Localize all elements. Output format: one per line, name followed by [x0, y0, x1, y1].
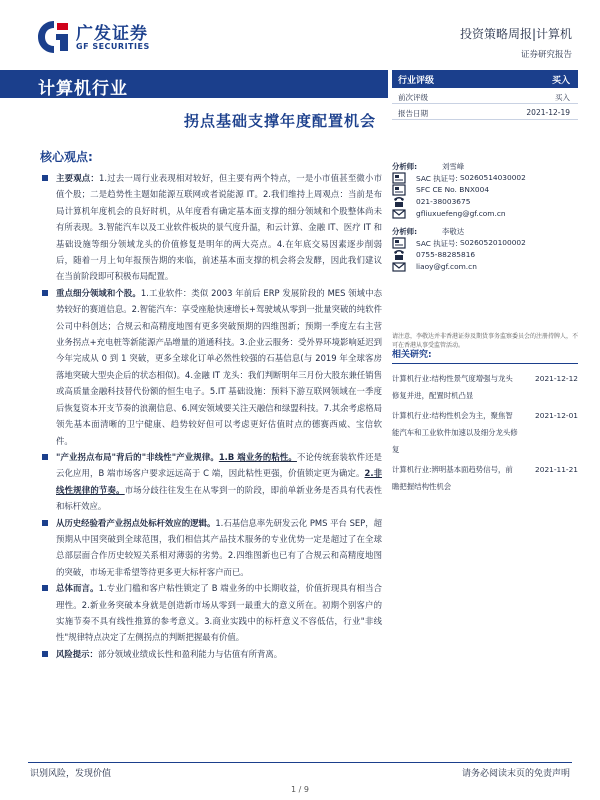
page-header	[0, 0, 600, 78]
paragraph-body: 1.工业软件：类似 2003 年前后 ERP 发展阶段的 MES 领域中态势较好的赛道信息。2.智能汽车：享受座舱快速增长+驾驶域从零到一批量突破的纯软件公司中科创达；合规云和高精度地图有更多突破预期的四维图新；预期一季度左右主营业务拐点+充电桩等新能源产品增量的道通科技。3.企业云服务：受外界环境影响延迟到今年完成从 0 到 1 突破，更多全球化订单必然性较强的石基信息(与 2019 年全球客房落地突破大型央企后的状态相似)。4.金融 IT 龙头：我们判断明年三月份大股东兼任销售或高质量金融科技替代份额的恒生电子。5.IT 基础设施：预料下游互联网领域在一季度后恢复资本开支节奏的浪潮信息、6.网安领域要关注天融信和绿盟科技。7.其余考虑格局领先基本面清晰的卫宁健康、趋势较好但可以考虑更好估值时点的德赛西威、宝信软件。	[56, 287, 383, 446]
email-row	[392, 208, 578, 220]
bullet-icon	[42, 585, 48, 591]
report-date-value: 2021-12-19	[526, 108, 570, 117]
paragraph-lead: 总体而言。	[56, 583, 99, 594]
bullet-icon	[42, 520, 48, 526]
prev-rating-value: 买入	[555, 93, 570, 102]
email-row	[392, 261, 578, 273]
paragraph-lead: 风险提示：	[56, 648, 98, 659]
related-item[interactable]	[392, 461, 578, 495]
report-date-label: 报告日期	[398, 109, 428, 118]
paragraph-body: 部分领域业绩成长性和盈利能力与估值有所背离。	[97, 648, 283, 659]
related-item-title: 计算机行业:结构性景气度增强与龙头修复并进，配置时机凸显	[392, 374, 513, 400]
email-icon	[392, 208, 406, 220]
paragraph-body: 1.石基信息率先研发云化 PMS 平台 SEP，超预期从中国突破到全球范围，我们相信其产品技术服务的专业优势一定是超过了在全球总部层面合作历史较短关系相对薄弱的劣势。2.四维图新也已有了合规云和高精度地图的突破，市场无非希望等待更多更大标杆客户而已。	[56, 517, 382, 577]
rating-value: 买入	[551, 76, 570, 86]
core-content	[42, 170, 382, 662]
paragraph-summary	[42, 580, 382, 646]
analyst-name: 刘雪峰	[442, 162, 465, 171]
rating-label: 行业评级	[398, 76, 435, 86]
email-icon	[392, 261, 406, 273]
phone-number: 021-38003675	[416, 197, 471, 206]
related-item-date: 2021-12-01	[535, 411, 578, 420]
bullet-icon	[42, 290, 48, 296]
prev-rating-label: 前次评级	[398, 93, 428, 102]
report-category: 证券研究报告	[520, 50, 572, 60]
analyst-role: 分析师:	[392, 227, 418, 236]
id-card-icon	[392, 184, 406, 196]
report-date-row	[392, 104, 578, 120]
phone-row	[392, 196, 578, 208]
related-item[interactable]	[392, 370, 578, 404]
company-logo	[36, 19, 166, 55]
paragraph-body: 1.专业门槛和客户粘性锁定了 B 端业务的中长期收益，价值折现具有相当合理性。2.新业务突破本身就是创造新市场从零到一最重大的意义所在。初期个别客户的实施节奏不具有线性推算的参考意义。3.商业实践中的标杆意义不容低估，行业"非线性"规律特点决定了左侧拐点的判断把握最有价值。	[56, 583, 382, 643]
sfc-row	[392, 184, 578, 196]
paragraph-history	[42, 515, 382, 581]
phone-icon	[392, 249, 406, 261]
related-heading: 相关研究:	[392, 347, 578, 364]
logo-text-en: GF SECURITIES	[76, 42, 150, 51]
paragraph-main-view	[42, 170, 382, 285]
underlined-point: 1.B 端业务的粘性。	[218, 451, 297, 462]
paragraph-lead: 重点细分领域和个股。	[56, 287, 141, 298]
phone-icon	[392, 196, 406, 208]
analyst-name: 李敬达	[442, 227, 465, 236]
sac-number: S0260520100002	[460, 238, 526, 247]
rating-header	[392, 70, 578, 88]
footer-disclaimer: 请务必阅读末页的免责声明	[461, 769, 570, 779]
id-card-icon	[392, 172, 406, 184]
analyst-role: 分析师:	[392, 162, 418, 171]
related-research	[392, 347, 578, 498]
sac-label: SAC 执证号:	[416, 174, 458, 183]
paragraph-body: 市场分歧往往发生在从零到一的阶段，即前单新业务是否具有代表性和标杆效应。	[56, 484, 383, 512]
core-heading: 核心观点:	[40, 150, 93, 164]
underlined-point: 2.非线性规律的节奏。	[56, 468, 382, 495]
header-meta	[460, 25, 572, 60]
analyst-disclaimer: 请注意，李敬达并非香港证券及期货事务监察委员会的注册持牌人，不可在香港从事受监管活动。	[392, 333, 579, 349]
sac-number: S0260514030002	[460, 173, 526, 182]
industry-banner	[0, 70, 388, 98]
email-address: liaoy@gf.com.cn	[416, 262, 477, 271]
sfc-number: SFC CE No. BNX004	[416, 185, 490, 194]
related-item-title: 计算机行业:辨明基本面趋势信号，前瞻把握结构性机会	[392, 465, 513, 491]
sac-row	[392, 237, 578, 249]
paragraph-lead: "产业拐点布局"背后的"非线性"产业规律。	[56, 451, 219, 462]
logo-text-cn: 广发证券	[76, 24, 148, 44]
report-title: 拐点基础支撑年度配置机会	[183, 112, 376, 130]
prev-rating-row	[392, 88, 578, 104]
sac-row	[392, 172, 578, 184]
paragraph-body: 不论传统套装软件还是云化应用，B 端市场客户要求远远高于 C 端，因此粘性更强，价值锁定更为确定。	[56, 451, 383, 479]
footer-divider	[28, 762, 572, 763]
paragraph-lead: 主要观点：	[56, 173, 99, 183]
paragraph-lead: 从历史经验看产业拐点处标杆效应的逻辑。	[56, 517, 216, 528]
sac-label: SAC 执证号:	[416, 239, 458, 248]
industry-name: 计算机行业	[38, 79, 128, 99]
paragraph-body: 1.过去一周行业表现相对较好，但主要有两个特点，一是小市值甚至微小市值个股；二是趋势性主题如能源互联网或者说能源 IT。2.我们维持上周观点：当前是布局计算机年度机会的良好时机，从年度看有确定基本面支撑的细分领域和个股整体尚未有所表现。3.智能汽车以及工业软件板块的景气度升温，和云计算、金融 IT、医疗 IT 和基础设施等细分领域龙头的价值修复是明年的两大亮点。4.在年底交易因素逐步削弱后，随着一月上旬年报预告期的来临，前述基本面支撑的机会将会发酵，因此我们建议在当前阶段即可积极布局配置。	[56, 173, 382, 282]
related-item[interactable]	[392, 407, 578, 458]
email-address: gfliuxuefeng@gf.com.cn	[416, 209, 506, 218]
paragraph-nonlinear	[42, 449, 382, 515]
paragraph-segments	[42, 285, 382, 449]
rating-panel	[392, 70, 578, 120]
analyst-name-row	[392, 225, 578, 237]
analyst-name-row	[392, 160, 578, 172]
phone-row	[392, 249, 578, 261]
id-card-icon	[392, 237, 406, 249]
paragraph-risk	[42, 646, 382, 662]
bullet-icon	[42, 175, 48, 181]
page-number: 1 / 9	[291, 785, 309, 794]
related-item-title: 计算机行业:结构性机会为主，聚焦智能汽车和工业软件加速以及细分龙头修复	[392, 411, 518, 454]
report-type: 投资策略周报|计算机	[459, 27, 572, 41]
footer-slogan: 识别风险，发现价值	[30, 769, 112, 779]
bullet-icon	[42, 454, 48, 460]
analyst-panel	[392, 160, 578, 273]
phone-number: 0755-88285816	[416, 250, 476, 259]
bullet-icon	[42, 651, 48, 657]
gf-logo-icon	[36, 19, 70, 55]
related-item-date: 2021-11-21	[535, 465, 578, 474]
related-item-date: 2021-12-12	[535, 374, 578, 383]
